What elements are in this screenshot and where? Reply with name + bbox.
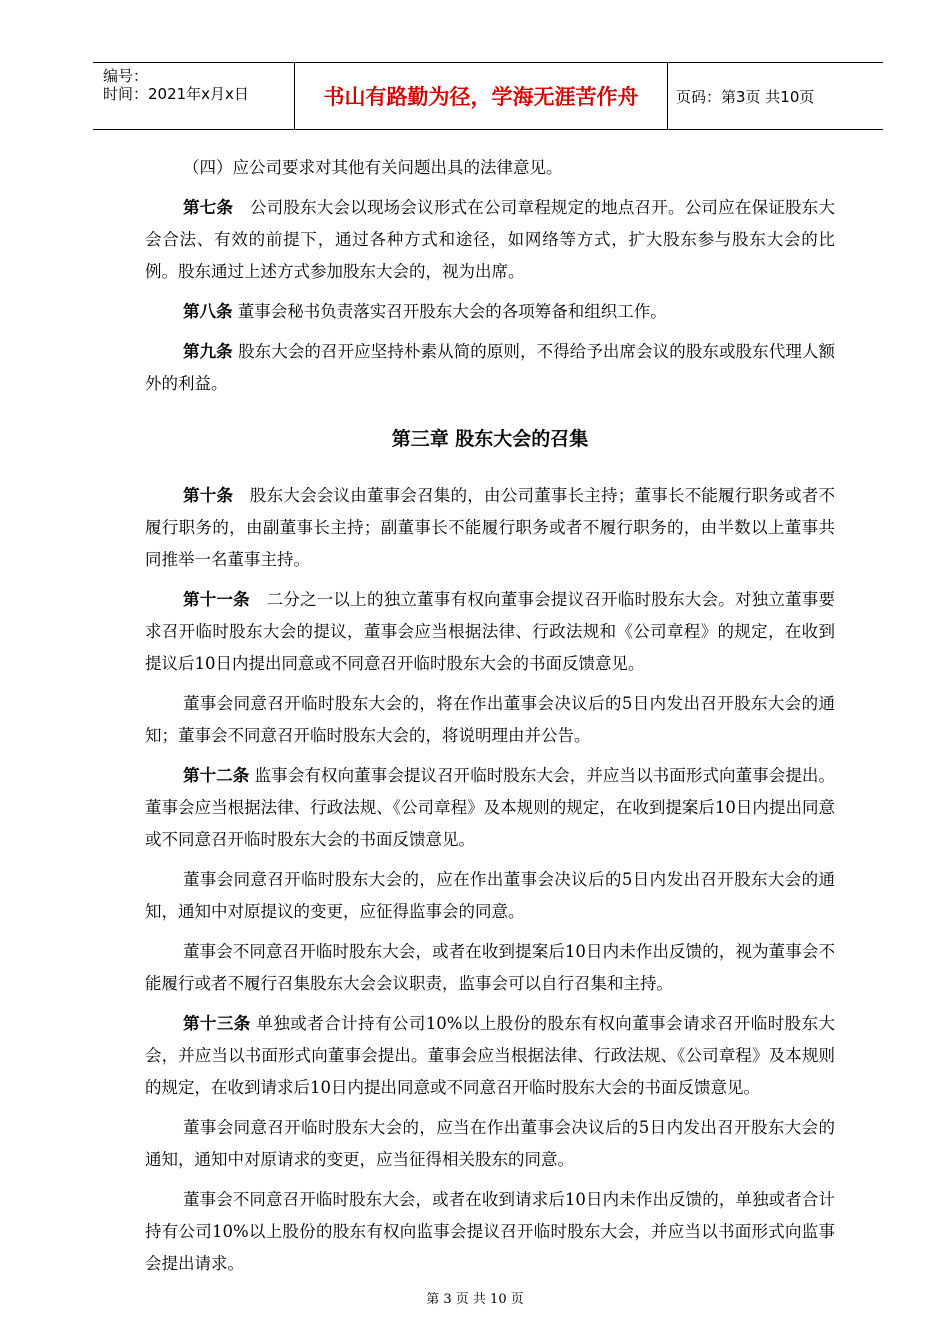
article-number: 第十条 <box>183 486 234 505</box>
page-footer: 第 3 页 共 10 页 <box>426 1292 524 1307</box>
paragraph <box>145 584 835 680</box>
paragraph-text: 董事会秘书负责落实召开股东大会的各项筹备和组织工作。 <box>232 302 667 321</box>
number-label: 编号： <box>103 67 149 85</box>
header-motto: 书山有路勤为径，学海无涯苦作舟 <box>295 63 668 129</box>
paragraph-text: 董事会同意召开临时股东大会的，应在作出董事会决议后的5日内发出召开股东大会的通知，通知中对原提议的变更，应征得监事会的同意。 <box>145 870 835 921</box>
paragraph <box>145 192 835 288</box>
page-header <box>93 62 883 130</box>
time-label: 时间：2021年x月x日 <box>103 85 249 103</box>
paragraph <box>145 152 835 184</box>
article-number: 第七条 <box>183 198 234 217</box>
paragraph <box>145 760 835 856</box>
paragraph <box>145 864 835 928</box>
paragraph-text: 公司股东大会以现场会议形式在公司章程规定的地点召开。公司应在保证股东大会合法、有效的前提下，通过各种方式和途径，如网络等方式，扩大股东参与股东大会的比例。股东通过上述方式参加股东大会的，视为出席。 <box>145 198 836 281</box>
paragraph <box>145 1112 835 1176</box>
article-number: 第十二条 <box>183 766 250 785</box>
header-meta <box>93 63 295 129</box>
paragraph-text: 股东大会会议由董事会召集的，由公司董事长主持；董事长不能履行职务或者不履行职务的，由副董事长主持；副董事长不能履行职务或者不履行职务的，由半数以上董事共同推举一名董事主持。 <box>145 486 836 569</box>
article-number: 第八条 <box>183 302 233 321</box>
article-number: 第十三条 <box>183 1014 251 1033</box>
paragraph <box>145 296 835 328</box>
article-number: 第十一条 <box>183 590 250 609</box>
paragraph-text: 董事会不同意召开临时股东大会，或者在收到提案后10日内未作出反馈的，视为董事会不能履行或者不履行召集股东大会会议职责，监事会可以自行召集和主持。 <box>145 942 835 993</box>
paragraph-text: 股东大会的召开应坚持朴素从简的原则，不得给予出席会议的股东或股东代理人额外的利益。 <box>145 342 835 393</box>
paragraph-text: 董事会同意召开临时股东大会的，应当在作出董事会决议后的5日内发出召开股东大会的通知，通知中对原请求的变更，应当征得相关股东的同意。 <box>145 1118 835 1169</box>
paragraph-text: 董事会不同意召开临时股东大会，或者在收到请求后10日内未作出反馈的，单独或者合计持有公司10%以上股份的股东有权向监事会提议召开临时股东大会，并应当以书面形式向监事会提出请求。 <box>145 1190 835 1273</box>
chapter-title: 第三章 股东大会的召集 <box>391 428 589 450</box>
paragraph-text: 监事会有权向董事会提议召开临时股东大会，并应当以书面形式向董事会提出。董事会应当根据法律、行政法规、《公司章程》及本规则的规定，在收到提案后10日内提出同意或不同意召开临时股东大会的书面反馈意见。 <box>145 766 836 849</box>
paragraph <box>145 936 835 1000</box>
paragraph-text: 董事会同意召开临时股东大会的，将在作出董事会决议后的5日内发出召开股东大会的通知；董事会不同意召开临时股东大会的，将说明理由并公告。 <box>145 694 835 745</box>
header-page-label: 页码：第3页 共10页 <box>676 87 815 106</box>
paragraph <box>145 688 835 752</box>
paragraph-text: 单独或者合计持有公司10%以上股份的股东有权向董事会请求召开临时股东大会，并应当以书面形式向董事会提出。董事会应当根据法律、行政法规、《公司章程》及本规则的规定，在收到请求后10日内提出同意或不同意召开临时股东大会的书面反馈意见。 <box>145 1014 836 1097</box>
paragraph-text: （四）应公司要求对其他有关问题出具的法律意见。 <box>183 158 563 177</box>
paragraph <box>145 1008 835 1104</box>
paragraph-text: 二分之一以上的独立董事有权向董事会提议召开临时股东大会。对独立董事要求召开临时股东大会的提议，董事会应当根据法律、行政法规和《公司章程》的规定，在收到提议后10日内提出同意或不同意召开临时股东大会的书面反馈意见。 <box>145 590 836 673</box>
paragraph <box>145 480 835 576</box>
document-body <box>145 152 835 1288</box>
article-number: 第九条 <box>183 342 233 361</box>
paragraph <box>145 1184 835 1280</box>
paragraph <box>145 336 835 400</box>
